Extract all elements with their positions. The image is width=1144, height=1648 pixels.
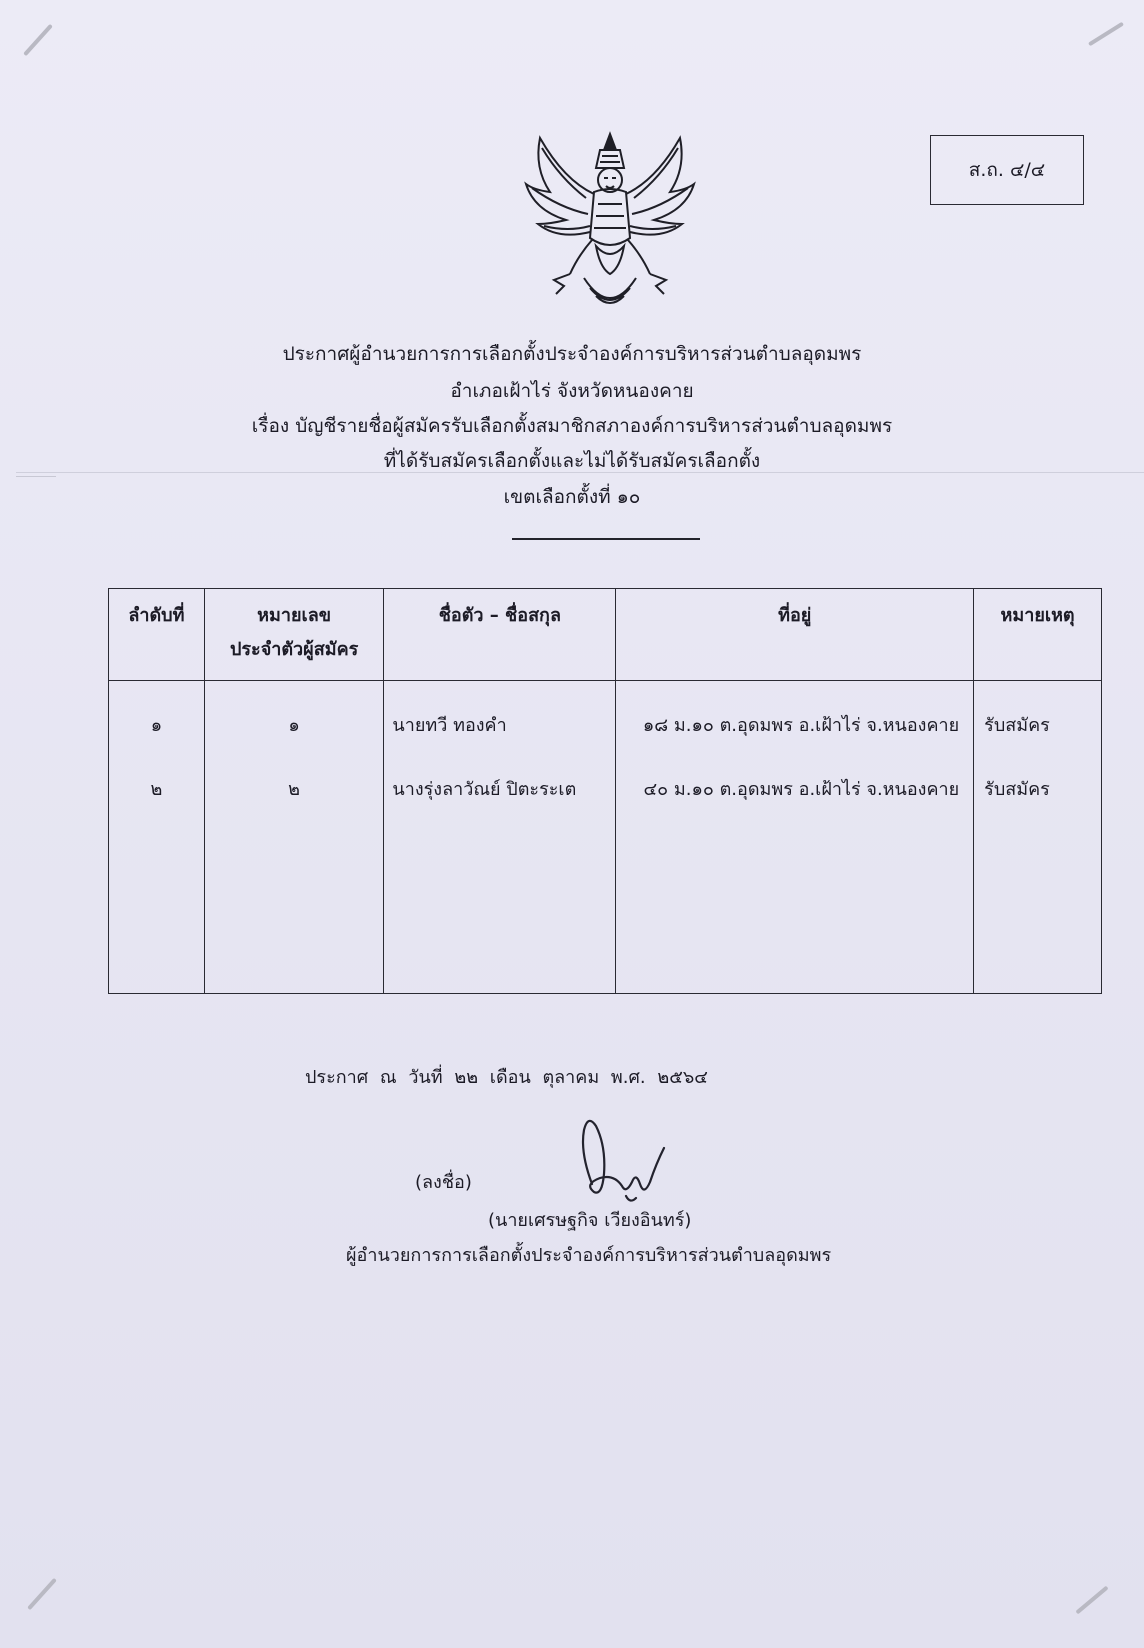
signer-title: ผู้อำนวยการการเลือกตั้งประจำองค์การบริหารส่วนตำบลอุดมพร <box>346 1245 832 1266</box>
header-number-line-1: หมายเลข <box>257 605 332 626</box>
header-order: ลำดับที่ <box>109 589 205 681</box>
staple-bottom-left <box>27 1578 57 1610</box>
heading-line-2: อำเภอเฝ้าไร่ จังหวัดหนองคาย <box>450 380 694 402</box>
staple-top-right <box>1088 22 1124 47</box>
heading-line-5: เขตเลือกตั้งที่ ๑๐ <box>503 486 641 508</box>
row-1-address: ๑๘ ม.๑๐ ต.อุดมพร อ.เฝ้าไร่ จ.หนองคาย <box>642 715 960 736</box>
signer-name: (นายเศรษฐกิจ เวียงอินทร์) <box>488 1210 692 1231</box>
heading-underline <box>512 538 700 540</box>
header-candidate-number <box>204 589 384 681</box>
heading-line-4: ที่ได้รับสมัครเลือกตั้งและไม่ได้รับสมัครเลือกตั้ง <box>383 450 761 472</box>
candidates-table <box>108 588 1102 994</box>
staple-top-left <box>23 24 53 56</box>
row-1-number: ๑ <box>288 715 300 736</box>
header-address: ที่อยู่ <box>616 589 974 681</box>
note-column <box>974 681 1102 994</box>
row-2-number: ๒ <box>288 779 301 800</box>
order-column <box>109 681 205 994</box>
garuda-emblem-icon <box>520 128 700 318</box>
address-column <box>616 681 974 994</box>
row-1-name: นายทวี ทองคำ <box>392 715 507 736</box>
header-note: หมายเหตุ <box>974 589 1102 681</box>
handwritten-signature-icon <box>570 1112 680 1212</box>
form-code: ส.ถ. ๔/๔ <box>968 159 1046 181</box>
heading-line-3: เรื่อง บัญชีรายชื่อผู้สมัครรับเลือกตั้งสมาชิกสภาองค์การบริหารส่วนตำบลอุดมพร <box>251 415 893 437</box>
header-name: ชื่อตัว – ชื่อสกุล <box>384 589 616 681</box>
staple-bottom-right <box>1075 1586 1108 1615</box>
signature-label: (ลงชื่อ) <box>415 1172 472 1193</box>
name-column <box>384 681 616 994</box>
heading-line-1: ประกาศผู้อำนวยการการเลือกตั้งประจำองค์การบริหารส่วนตำบลอุดมพร <box>282 343 862 365</box>
row-1-order: ๑ <box>150 715 163 736</box>
row-2-name: นางรุ่งลาวัณย์ ปิตะระเต <box>392 779 577 800</box>
announcement-heading <box>0 335 1144 515</box>
row-2-address: ๔๐ ม.๑๐ ต.อุดมพร อ.เฝ้าไร่ จ.หนองคาย <box>643 779 960 800</box>
row-2-note: รับสมัคร <box>984 779 1050 800</box>
number-column <box>204 681 384 994</box>
row-2-order: ๒ <box>150 779 163 800</box>
table-body-row <box>109 681 1102 994</box>
announcement-date: ประกาศ ณ วันที่ ๒๒ เดือน ตุลาคม พ.ศ. ๒๕๖๔ <box>305 1067 708 1088</box>
form-code-box <box>930 135 1084 205</box>
header-number-line-2: ประจำตัวผู้สมัคร <box>229 639 359 660</box>
table-header-row <box>109 589 1102 681</box>
row-1-note: รับสมัคร <box>984 715 1050 736</box>
